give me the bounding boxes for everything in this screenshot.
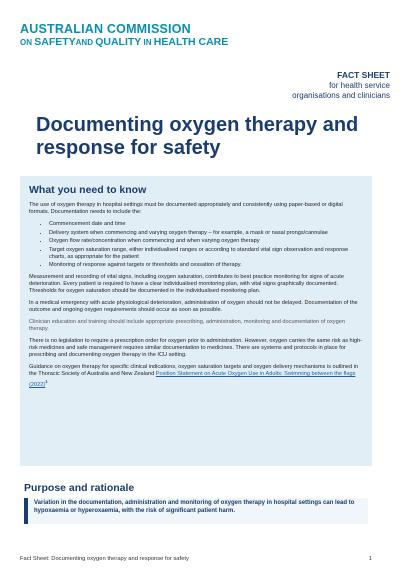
footer-text: Fact Sheet: Documenting oxygen therapy and response for safety bbox=[20, 556, 189, 562]
know-paragraph-4: There is no legislation to require a prescription order for oxygen prior to administration. However, oxygen carries the same risk as high-risk medicines and safe management requires similar documentation to medicines. There are systems and protocols in place for prescribing and documenting oxygen therapy in the ICU setting. bbox=[29, 338, 362, 358]
list-item: • Commencement date and time bbox=[49, 221, 363, 228]
logo-line-1: AUSTRALIAN COMMISSION bbox=[20, 22, 191, 36]
position-statement-link[interactable]: Position Statement on Acute Oxygen Use in Adults: Swimming between the flags (2022) bbox=[29, 371, 356, 388]
page-footer bbox=[20, 556, 372, 562]
list-item: • Target oxygen saturation range, either individualised ranges or according to standard vital sign observation and response charts, as appropriate for the patient bbox=[49, 247, 363, 261]
know-paragraph-3: Clinician education and training should include appropriate prescribing, administration, monitoring and documentation of oxygen therapy. bbox=[29, 319, 345, 332]
purpose-heading: Purpose and rationale bbox=[24, 482, 135, 494]
list-item: • Oxygen flow rate/concentration when commencing and when varying oxygen therapy bbox=[49, 238, 363, 245]
page-title: Documenting oxygen therapy and response for safety bbox=[36, 114, 359, 159]
know-heading: What you need to know bbox=[29, 184, 147, 196]
fact-sheet-title: FACT SHEET bbox=[337, 70, 390, 80]
know-paragraph-2: In a medical emergency with acute physiological deterioration, administration of oxygen should not be delayed. Documentation of the outcome and ongoing oxygen requirements should occur as soon as possible. bbox=[29, 300, 358, 313]
what-you-need-to-know-box bbox=[20, 176, 372, 466]
purpose-callout bbox=[24, 498, 368, 524]
logo-line-2: ON SAFETYAND QUALITY IN HEALTH CARE bbox=[20, 36, 229, 48]
know-intro: The use of oxygen therapy in hospital settings must be documented appropriately and consistently using paper-based or digital formats. Documentation needs to include the: bbox=[29, 202, 343, 215]
audience-line-1: for health service bbox=[329, 81, 390, 90]
know-paragraph-1: Measurement and recording of vital signs, including oxygen saturation, contributes to best practice monitoring for signs of acute deterioration. Every patient is required to have a clear individualised monitoring plan, with vital signs graphically documented. Thresholds for oxygen saturation should be documented in the individualised monitoring plan. bbox=[29, 274, 344, 294]
audience-line-2: organisations and clinicians bbox=[292, 91, 390, 100]
know-paragraph-5: Guidance on oxygen therapy for specific clinical indications, oxygen saturation targets and oxygen delivery mechanisms is outlined in the Thoracic Society of Australia and New Zealand Position Statement on Acute Oxygen Use in Adults: Swimming between the flags $(2022)^1$ bbox=[29, 364, 358, 388]
commission-logo bbox=[20, 22, 228, 49]
documentation-list bbox=[29, 221, 363, 269]
list-item: • Monitoring of response against targets or thresholds and cessation of therapy. bbox=[49, 262, 363, 269]
purpose-text: Variation in the documentation, administration and monitoring of oxygen therapy in hospital settings can lead to hypoxaemia or hyperoxaemia, with the risk of significant patient harm. bbox=[34, 500, 355, 514]
list-item: • Delivery system when commencing and varying oxygen therapy – for example, a mask or nasal prongs/cannulae bbox=[49, 230, 363, 237]
page-number: 1 bbox=[368, 556, 372, 562]
fact-sheet-label bbox=[292, 70, 390, 101]
reference-marker: 1 bbox=[45, 379, 48, 384]
